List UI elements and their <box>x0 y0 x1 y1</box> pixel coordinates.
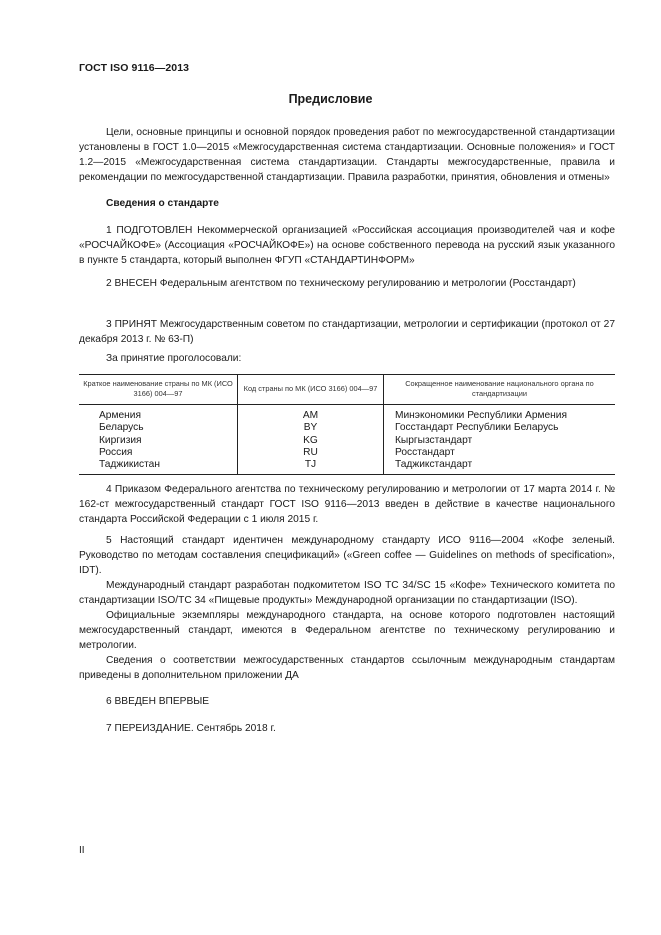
item-7-block <box>79 721 615 736</box>
item-6-paragraph: 6 ВВЕДЕН ВПЕРВЫЕ <box>106 696 210 707</box>
item-5-paragraph-2: Международный стандарт разработан подкомитетом ISO TC 34/SC 15 «Кофе» Технического комитета по стандартизации ISO/TC 34 «Пищевые продукты» Международной организации по стандартизации (ISO). <box>79 580 615 606</box>
cell-country: Киргизия <box>79 435 238 447</box>
intro-block <box>79 125 615 185</box>
item-4-paragraph: 4 Приказом Федерального агентства по техническому регулированию и метрологии от 17 марта 2014 г. № 162-ст межгосударственный стандарт ГОСТ ISO 9116—2013 введен в действие в качестве национального стандарта Российской Федерации с 1 июля 2015 г. <box>79 484 615 525</box>
table-row <box>79 435 615 447</box>
item-4-block <box>79 482 615 527</box>
document-code-header: ГОСТ ISO 9116—2013 <box>79 62 190 74</box>
cell-country: Беларусь <box>79 422 238 434</box>
item-5-paragraph-3: Официальные экземпляры международного стандарта, на основе которого подготовлен настоящий межгосударственный стандарт, имеются в Федеральном агентстве по техническому регулированию и метрологии. <box>79 610 615 651</box>
vote-block <box>79 351 615 366</box>
item-6-block <box>79 694 615 709</box>
item-5-paragraph-4: Сведения о соответствии межгосударственных стандартов ссылочным международным стандартам приведены в дополнительном приложении ДА <box>79 655 615 681</box>
item-5-block <box>79 533 615 683</box>
item-2-paragraph: 2 ВНЕСЕН Федеральным агентством по техническому регулированию и метрологии (Росстандарт) <box>106 278 576 289</box>
cell-code: RU <box>238 447 384 459</box>
cell-body: Госстандарт Республики Беларусь <box>395 422 559 434</box>
cell-body: Росстандарт <box>395 446 455 458</box>
voting-table-wrap <box>79 374 615 475</box>
page-title: Предисловие <box>288 92 373 106</box>
item-1-paragraph: 1 ПОДГОТОВЛЕН Некоммерческой организацией «Российская ассоциация производителей чая и кофе «РОСЧАЙКОФЕ» (Ассоциация «РОСЧАЙКОФЕ») на основе собственного перевода на русский язык указанного в пункте 5 стандарта, который выполнен ФГУП «СТАНДАРТИНФОРМ» <box>79 225 615 266</box>
cell-code: TJ <box>238 459 384 475</box>
cell-body: Кыргызстандарт <box>395 434 473 446</box>
cell-country: Таджикистан <box>79 459 238 475</box>
voting-table <box>79 374 615 475</box>
cell-country: Россия <box>79 447 238 459</box>
cell-body: Таджикстандарт <box>384 459 616 475</box>
column-header-code: Код страны по МК (ИСО 3166) 004—97 <box>238 375 384 405</box>
section-heading-block <box>79 196 615 211</box>
cell-code: KG <box>238 435 384 447</box>
table-header-row <box>79 375 615 405</box>
cell-country: Армения <box>79 405 238 423</box>
cell-code: BY <box>238 422 384 434</box>
item-2-block <box>79 276 615 291</box>
item-5-paragraph-1: 5 Настоящий стандарт идентичен международному стандарту ИСО 9116—2004 «Кофе зеленый. Руководство по методам составления спецификаций» («Green coffee — Guidelines on methods of specification», IDT). <box>79 535 615 576</box>
vote-caption: За принятие проголосовали: <box>106 353 242 364</box>
section-heading: Сведения о стандарте <box>106 198 219 209</box>
page-number: II <box>79 845 85 856</box>
table-row <box>79 405 615 423</box>
table-row <box>79 459 615 475</box>
intro-paragraph: Цели, основные принципы и основной порядок проведения работ по межгосударственной стандартизации установлены в ГОСТ 1.0—2015 «Межгосударственная система стандартизации. Основные положения» и ГОСТ 1.2—2015 «Межгосударственная система стандартизации. Стандарты межгосударственные, правила и рекомендации по межгосударственной стандартизации. Правила разработки, принятия, обновления и отмены» <box>79 127 615 183</box>
column-header-body: Сокращенное наименование национального органа по стандартизации <box>384 375 616 405</box>
column-header-country: Краткое наименование страны по МК (ИСО 3166) 004—97 <box>79 375 238 405</box>
table-row <box>79 447 615 459</box>
table-row <box>79 422 615 434</box>
cell-body: Минэкономики Республики Армения <box>395 410 567 421</box>
item-3-paragraph: 3 ПРИНЯТ Межгосударственным советом по стандартизации, метрологии и сертификации (протокол от 27 декабря 2013 г. № 63-П) <box>79 319 615 345</box>
cell-code: AM <box>238 405 384 423</box>
item-3-block <box>79 317 615 347</box>
item-7-paragraph: 7 ПЕРЕИЗДАНИЕ. Сентябрь 2018 г. <box>106 723 276 734</box>
item-1-block <box>79 223 615 268</box>
